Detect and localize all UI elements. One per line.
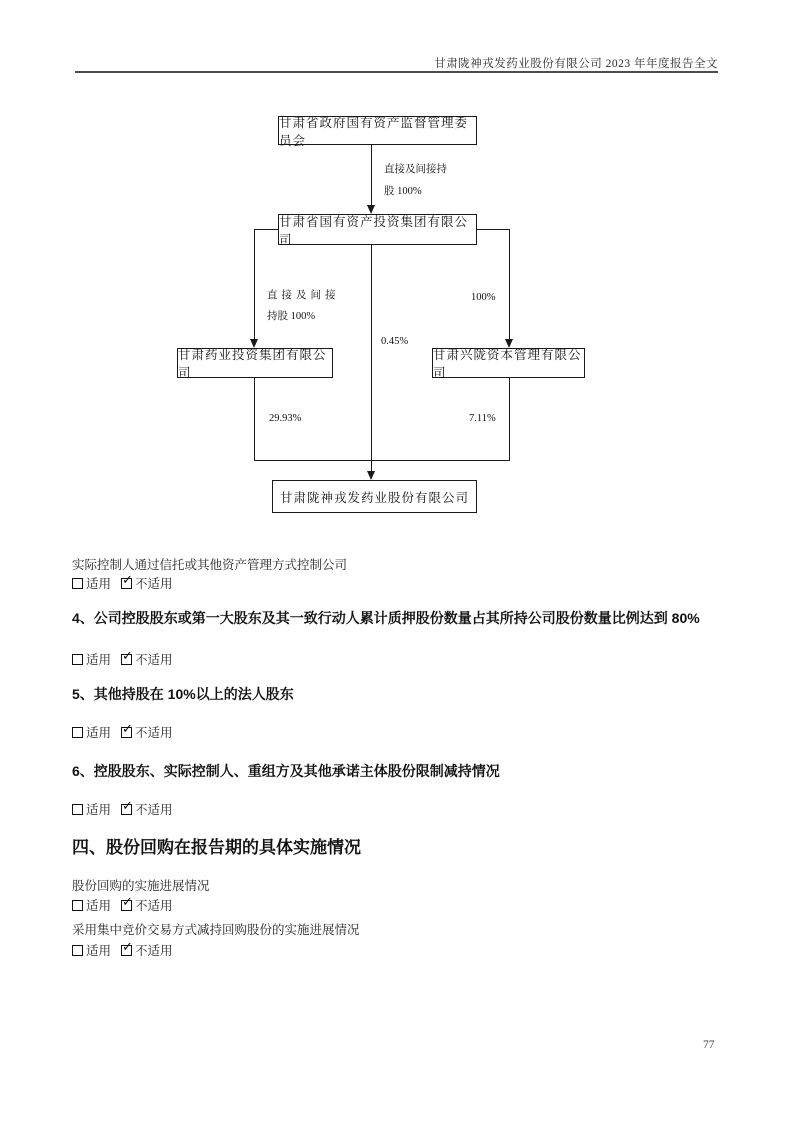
- trust-control-note: 实际控制人通过信托或其他资产管理方式控制公司: [72, 558, 348, 572]
- section-heading-6: 6、控股股东、实际控制人、重组方及其他承诺主体股份限制减持情况: [72, 763, 500, 779]
- connector-top-vertical: [371, 145, 372, 206]
- option-not-applicable: [121, 800, 173, 818]
- option-not-applicable: [121, 723, 173, 741]
- header-rule: [75, 71, 718, 73]
- org-node-pharma-investment-group: 甘肃药业投资集团有限公司: [177, 348, 333, 378]
- checkbox-checked-icon: ✓: [122, 572, 133, 588]
- option-applicable: [72, 941, 111, 959]
- option-not-applicable: [121, 650, 173, 668]
- checkbox-label: 不适用: [135, 803, 173, 817]
- checkbox-checked-icon: ✓: [122, 798, 133, 814]
- checkbox-checked-icon: ✓: [122, 648, 133, 664]
- org-node-sasac: 甘肃省政府国有资产监督管理委员会: [278, 116, 477, 145]
- checkbox-checked-icon: ✓: [122, 894, 133, 910]
- checkbox-label: 不适用: [135, 899, 173, 913]
- option-applicable: [72, 650, 111, 668]
- checkbox-label: 适用: [86, 803, 112, 817]
- connector-left-horizontal: [254, 229, 278, 230]
- connector-bottom-horizontal: [254, 460, 510, 461]
- edge-label-left-holding-line1: 直接及间接: [267, 290, 340, 301]
- connector-left-lower-vertical: [254, 378, 255, 460]
- checkbox-label: 不适用: [135, 577, 173, 591]
- connector-center-vertical: [371, 245, 372, 471]
- applicability-row: [72, 896, 173, 914]
- edge-label-left-holding-line2: 持股 100%: [267, 311, 316, 322]
- option-not-applicable: [121, 941, 173, 959]
- checkbox-unchecked-icon: [72, 804, 83, 815]
- option-not-applicable: [121, 574, 173, 592]
- connector-right-horizontal: [477, 229, 509, 230]
- checkbox-unchecked-icon: [72, 654, 83, 665]
- checkbox-label: 不适用: [135, 653, 173, 667]
- option-applicable: [72, 574, 111, 592]
- option-applicable: [72, 800, 111, 818]
- connector-right-vertical: [509, 229, 510, 339]
- checkbox-unchecked-icon: [72, 945, 83, 956]
- checkbox-unchecked-icon: [72, 727, 83, 738]
- org-node-listed-company: 甘肃陇神戎发药业股份有限公司: [272, 480, 477, 513]
- applicability-row: [72, 650, 173, 668]
- edge-label-top-holding-line1: 直接及间接持: [384, 164, 447, 175]
- page-number: 77: [703, 1039, 715, 1051]
- checkbox-checked-icon: ✓: [122, 939, 133, 955]
- edge-label-left-lower-pct: 29.93%: [269, 413, 302, 424]
- option-applicable: [72, 896, 111, 914]
- option-applicable: [72, 723, 111, 741]
- buyback-progress-note: 股份回购的实施进展情况: [72, 879, 210, 893]
- applicability-row: [72, 723, 173, 741]
- arrowhead-icon: [367, 471, 375, 480]
- checkbox-label: 适用: [86, 944, 112, 958]
- section-heading-4: 4、公司控股股东或第一大股东及其一致行动人累计质押股份数量占其所持公司股份数量比例达到 80%: [72, 610, 700, 626]
- org-node-xinglong-capital: 甘肃兴陇资本管理有限公司: [432, 348, 585, 378]
- applicability-row: [72, 574, 173, 592]
- option-not-applicable: [121, 896, 173, 914]
- checkbox-label: 适用: [86, 726, 112, 740]
- checkbox-label: 不适用: [135, 944, 173, 958]
- checkbox-label: 不适用: [135, 726, 173, 740]
- connector-left-vertical: [254, 229, 255, 339]
- auction-reduction-note: 采用集中竞价交易方式减持回购股份的实施进展情况: [72, 923, 360, 937]
- edge-label-center-pct: 0.45%: [381, 336, 409, 347]
- page-header-title: 甘肃陇神戎发药业股份有限公司 2023 年年度报告全文: [434, 58, 718, 70]
- checkbox-label: 适用: [86, 577, 112, 591]
- connector-right-lower-vertical: [509, 378, 510, 460]
- checkbox-label: 适用: [86, 653, 112, 667]
- checkbox-unchecked-icon: [72, 578, 83, 589]
- section-heading-four: 四、股份回购在报告期的具体实施情况: [72, 838, 361, 857]
- checkbox-label: 适用: [86, 899, 112, 913]
- edge-label-right-pct: 100%: [471, 292, 496, 303]
- applicability-row: [72, 800, 173, 818]
- applicability-row: [72, 941, 173, 959]
- checkbox-checked-icon: ✓: [122, 721, 133, 737]
- org-node-state-investment-group: 甘肃省国有资产投资集团有限公司: [278, 214, 477, 245]
- checkbox-unchecked-icon: [72, 900, 83, 911]
- section-heading-5: 5、其他持股在 10%以上的法人股东: [72, 686, 294, 702]
- edge-label-top-holding-line2: 股 100%: [384, 186, 422, 197]
- edge-label-right-lower-pct: 7.11%: [469, 413, 496, 424]
